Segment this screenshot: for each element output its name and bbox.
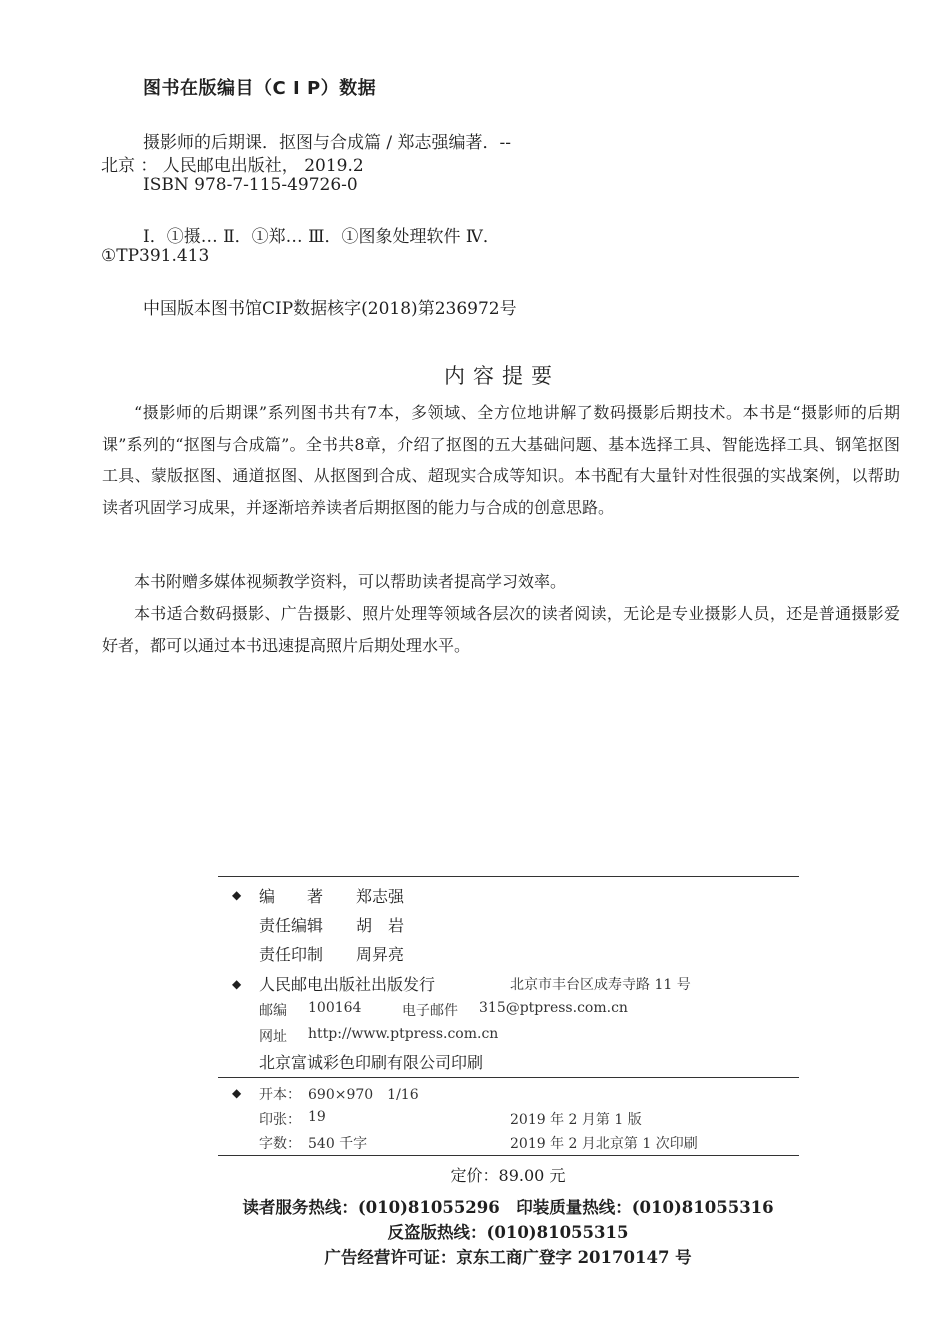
editor-value: 胡 岩 (356, 916, 405, 935)
printing-value: 周昇亮 (356, 945, 405, 964)
ad-license: 广告经营许可证：京东工商广登字 20170147 号 (324, 1248, 692, 1267)
postcode-label: 邮编 (259, 1003, 287, 1019)
sheets-label: 印张： (259, 1112, 301, 1128)
colophon-bottom-rule (218, 1155, 799, 1156)
publisher-address: 北京市丰台区成寿寺路 11 号 (510, 977, 691, 993)
printing-label: 责任印制 (259, 945, 324, 964)
publisher: 人民邮电出版社出版发行 (259, 975, 436, 994)
cip-title: 图书在版编目（C I P）数据 (143, 78, 377, 99)
colophon-top-rule (218, 876, 799, 877)
anti-piracy-hotline: 反盗版热线：(010)81055315 (387, 1223, 629, 1242)
email-value: 315@ptpress.com.cn (479, 1000, 628, 1016)
summary-paragraph-2: 本书附赠多媒体视频教学资料，可以帮助读者提高学习效率。 (134, 572, 567, 591)
words-value: 540 千字 (308, 1136, 368, 1152)
cip-line-classification: Ⅰ．①摄… Ⅱ．①郑… Ⅲ．①图象处理软件 Ⅳ． (143, 227, 500, 247)
editor-label: 责任编辑 (259, 916, 324, 935)
email-label: 电子邮件 (402, 1003, 458, 1019)
edition: 2019 年 2 月第 1 版 (510, 1112, 642, 1128)
colophon-middle-rule (218, 1077, 799, 1078)
cip-line-publisher: 北京 ： 人民邮电出版社， 2019.2 (101, 156, 364, 176)
cip-line-class-number: ①TP391.413 (101, 246, 210, 266)
bullet-diamond-icon: ◆ (232, 1086, 242, 1100)
cip-line-title: 摄影师的后期课．抠图与合成篇 / 郑志强编著．-- (143, 133, 512, 153)
author-value: 郑志强 (356, 887, 405, 906)
format-value: 690×970 1/16 (308, 1087, 419, 1103)
words-label: 字数： (259, 1136, 301, 1152)
author-label: 编 著 (259, 887, 324, 906)
summary-paragraph-3: 本书适合数码摄影、广告摄影、照片处理等领域各层次的读者阅读，无论是专业摄影人员，还是普通摄影爱好者，都可以通过本书迅速提高照片后期处理水平。 (102, 604, 900, 655)
cip-line-isbn: ISBN 978-7-115-49726-0 (143, 175, 358, 195)
website-label: 网址 (259, 1029, 287, 1045)
website-value: http://www.ptpress.com.cn (308, 1026, 499, 1042)
sheets-value: 19 (308, 1109, 326, 1125)
summary-paragraph-1: “摄影师的后期课”系列图书共有7本，多领域、全方位地讲解了数码摄影后期技术。本书是“摄影师的后期课”系列的“抠图与合成篇”。全书共8章，介绍了抠图的五大基础问题、基本选择工具、智能选择工具、钢笔抠图工具、蒙版抠图、通道抠图、从抠图到合成、超现实合成等知识。本书配有大量针对性很强的实战案例，以帮助读者巩固学习成果，并逐渐培养读者后期抠图的能力与合成的创意思路。 (102, 403, 900, 517)
postcode-value: 100164 (308, 1000, 362, 1016)
printer: 北京富诚彩色印刷有限公司印刷 (259, 1053, 484, 1072)
reader-service-hotline: 读者服务热线：(010)81055296 印装质量热线：(010)81055316 (242, 1198, 774, 1217)
bullet-diamond-icon: ◆ (232, 977, 242, 991)
summary-title: 内容提要 (444, 364, 560, 388)
impression: 2019 年 2 月北京第 1 次印刷 (510, 1136, 698, 1152)
format-label: 开本： (259, 1087, 301, 1103)
cip-line-record: 中国版本图书馆CIP数据核字(2018)第236972号 (143, 299, 517, 319)
bullet-diamond-icon: ◆ (232, 888, 242, 902)
price: 定价：89.00 元 (450, 1166, 566, 1185)
